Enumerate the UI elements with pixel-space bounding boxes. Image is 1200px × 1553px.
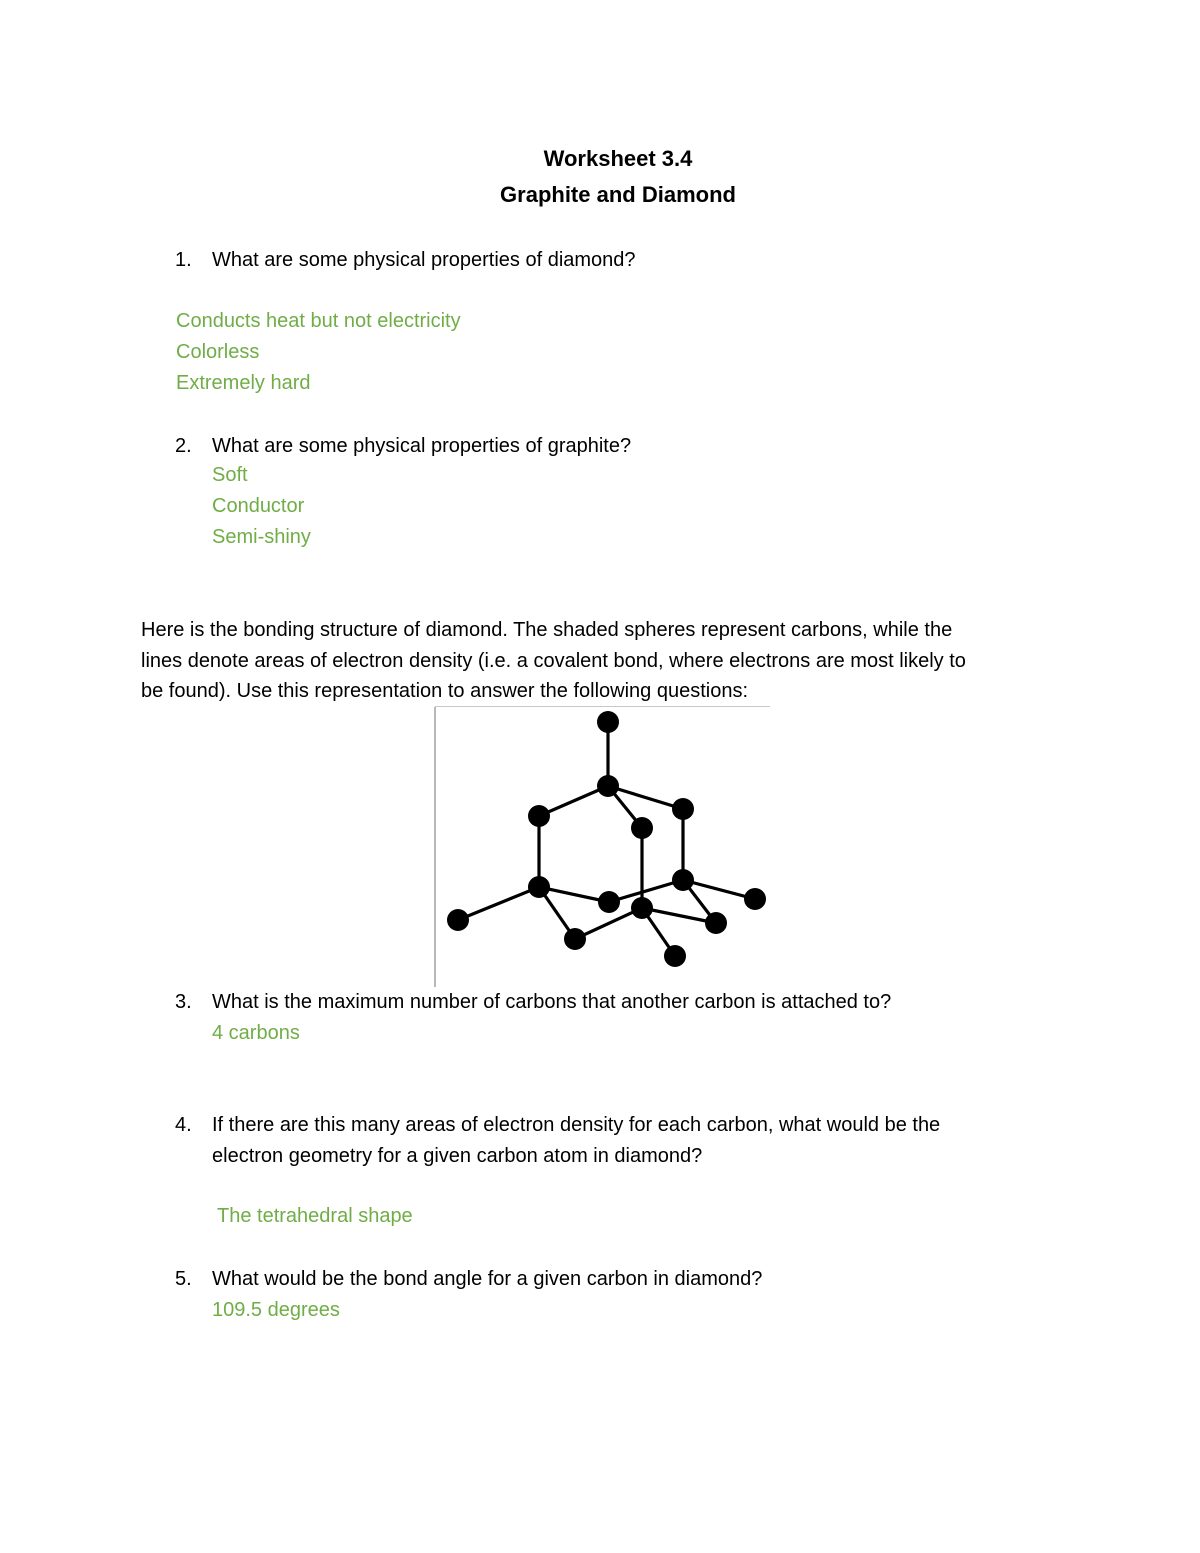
q5-question: What would be the bond angle for a given carbon in diamond?: [212, 1268, 763, 1290]
carbon-atom: [597, 775, 619, 797]
q4-question-line-2: electron geometry for a given carbon atom in diamond?: [212, 1145, 703, 1167]
q3-number: 3.: [175, 991, 192, 1013]
bond: [458, 887, 539, 920]
q4-number: 4.: [175, 1114, 192, 1136]
carbon-atom: [597, 711, 619, 733]
intro-paragraph: [141, 615, 1041, 707]
q4-question-line-1: If there are this many areas of electron density for each carbon, what would be the: [212, 1114, 941, 1136]
intro-line-3: be found). Use this representation to answer the following questions:: [141, 680, 749, 702]
q2-number: 2.: [175, 435, 192, 457]
q2-answer-2: Conductor: [212, 495, 305, 517]
carbon-atom: [672, 869, 694, 891]
carbon-atom: [528, 876, 550, 898]
q1-number: 1.: [175, 249, 192, 271]
carbon-atom: [705, 912, 727, 934]
q5-number: 5.: [175, 1268, 192, 1290]
carbon-atom: [672, 798, 694, 820]
carbon-atom: [631, 897, 653, 919]
q1-answer-2: Colorless: [176, 341, 260, 363]
q2-answer-1: Soft: [212, 464, 248, 486]
carbon-atom: [631, 817, 653, 839]
q3-question: What is the maximum number of carbons that another carbon is attached to?: [212, 991, 892, 1013]
q1-answer-1: Conducts heat but not electricity: [176, 310, 461, 332]
carbon-atom: [528, 805, 550, 827]
intro-line-1: Here is the bonding structure of diamond. The shaded spheres represent carbons, while the: [141, 619, 953, 641]
q2-question: What are some physical properties of graphite?: [212, 435, 632, 457]
carbon-atom: [598, 891, 620, 913]
worksheet-title: Worksheet 3.4: [543, 146, 693, 171]
intro-line-2: lines denote areas of electron density (i.e. a covalent bond, where electrons are most likely to: [141, 649, 966, 672]
carbon-atom: [744, 888, 766, 910]
carbon-atom: [664, 945, 686, 967]
q1-answer-3: Extremely hard: [176, 372, 311, 394]
carbon-atom: [447, 909, 469, 931]
q1-question: What are some physical properties of diamond?: [212, 249, 636, 271]
diamond-structure-diagram: [434, 705, 774, 987]
q3-answer: 4 carbons: [212, 1022, 300, 1044]
carbon-atom: [564, 928, 586, 950]
q2-answer-3: Semi-shiny: [212, 526, 311, 548]
worksheet-subtitle: Graphite and Diamond: [500, 182, 736, 207]
bond: [539, 786, 608, 816]
q5-answer: 109.5 degrees: [212, 1299, 340, 1321]
q4-answer: The tetrahedral shape: [217, 1205, 413, 1227]
